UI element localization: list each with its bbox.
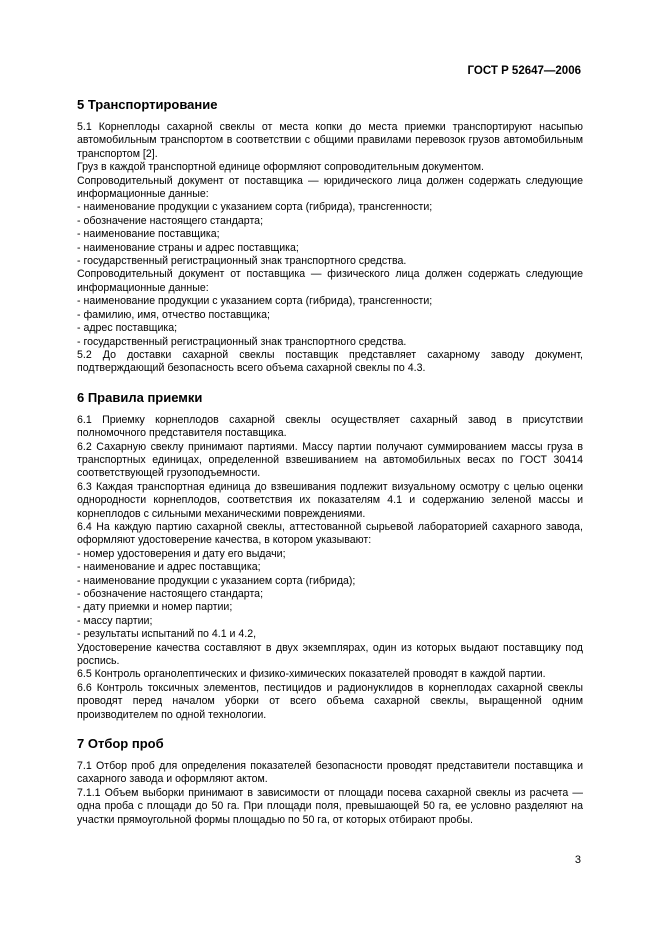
paragraph: 6.4 На каждую партию сахарной свеклы, аттестованной сырьевой лабораторией сахарного завода, оформляют удостоверение качества, в котором указывают: xyxy=(77,520,583,547)
list-item: - номер удостоверения и дату его выдачи; xyxy=(77,547,286,560)
list-item: - адрес поставщика; xyxy=(77,322,178,335)
list-item: - обозначение настоящего стандарта; xyxy=(77,214,264,227)
list-item: - обозначение настоящего стандарта; xyxy=(77,588,264,600)
list-item: - наименование и адрес поставщика; xyxy=(77,561,261,574)
list-item: - наименование продукции с указанием сорта (гибрида), трансгенности; xyxy=(77,295,433,308)
paragraph: 6.1 Приемку корнеплодов сахарной свеклы осуществляет сахарный завод в присутствии полномочного представителя поставщика. xyxy=(77,413,583,440)
list-item: - дату приемки и номер партии; xyxy=(77,601,233,614)
paragraph: 7.1.1 Объем выборки принимают в зависимости от площади посева сахарной свеклы из расчета — одна проба с площади до 50 га. При площади поля, превышающей 50 га, ее условно разделяют на участки прямоугольной формы площадью по 50 га, от которых отбирают пробы. xyxy=(77,786,583,826)
section-6 xyxy=(77,390,583,722)
paragraph: 5.2 До доставки сахарной свеклы поставщик представляет сахарному заводу документ, подтверждающий безопасность всего объема сахарной свеклы по 4.3. xyxy=(77,348,583,375)
section-title: 5 Транспортирование xyxy=(77,97,218,112)
list-item: - массу партии; xyxy=(77,614,153,627)
paragraph: 7.1 Отбор проб для определения показателей безопасности проводят представители поставщика и сахарного завода и оформляют актом. xyxy=(77,760,583,786)
page-number: 3 xyxy=(574,854,581,866)
list-item: - государственный регистрационный знак транспортного средства. xyxy=(77,335,407,348)
paragraph: Удостоверение качества составляют в двух экземплярах, один из которых выдают поставщику под роспись. xyxy=(77,641,583,668)
standard-code-header: ГОСТ Р 52647—2006 xyxy=(467,65,581,77)
list-item: - наименование страны и адрес поставщика; xyxy=(77,241,299,254)
list-item: - наименование продукции с указанием сорта (гибрида); xyxy=(77,574,356,587)
list-item: - наименование продукции с указанием сорта (гибрида), трансгенности; xyxy=(77,201,433,214)
paragraph: Сопроводительный документ от поставщика — юридического лица должен содержать следующие информационные данные: xyxy=(77,174,583,201)
paragraph: 5.1 Корнеплоды сахарной свеклы от места копки до места приемки транспортируют насыпью автомобильным транспортом в соответствии с общими правилами перевозок грузов автомобильным транспортом [2]. xyxy=(77,121,583,160)
paragraph: Груз в каждой транспортной единице оформляют сопроводительным документом. xyxy=(77,161,484,174)
list-item: - фамилию, имя, отчество поставщика; xyxy=(77,308,270,321)
page-content xyxy=(77,97,583,827)
list-item: - наименование поставщика; xyxy=(77,228,220,241)
section-title: 6 Правила приемки xyxy=(77,389,203,405)
paragraph: 6.6 Контроль токсичных элементов, пестицидов и радионуклидов в корнеплодах сахарной свеклы проводят перед началом уборки от всего объема сахарной свеклы, выращенной одним производителем по одной технологии. xyxy=(77,681,583,721)
paragraph: Сопроводительный документ от поставщика — физического лица должен содержать следующие информационные данные: xyxy=(77,268,583,294)
section-title: 7 Отбор проб xyxy=(77,736,164,752)
paragraph: 6.3 Каждая транспортная единица до взвешивания подлежит визуальному осмотру с целью оценки однородности корнеплодов, соответствия их показателям 4.1 и содержанию зеленой массы и корнеплодов с сильными механическими повреждениями. xyxy=(77,480,583,520)
list-item: - государственный регистрационный знак транспортного средства. xyxy=(77,255,407,268)
paragraph: 6.2 Сахарную свеклу принимают партиями. Массу партии получают суммированием массы груза в транспортных единицах, определенной взвешиванием на автомобильных весах по ГОСТ 30414 соответствующей грузоподъемности. xyxy=(77,440,583,480)
paragraph: 6.5 Контроль органолептических и физико-химических показателей проводят в каждой партии. xyxy=(77,668,546,681)
section-5 xyxy=(77,97,583,376)
list-item: - результаты испытаний по 4.1 и 4.2, xyxy=(77,628,257,641)
section-7 xyxy=(77,736,583,827)
